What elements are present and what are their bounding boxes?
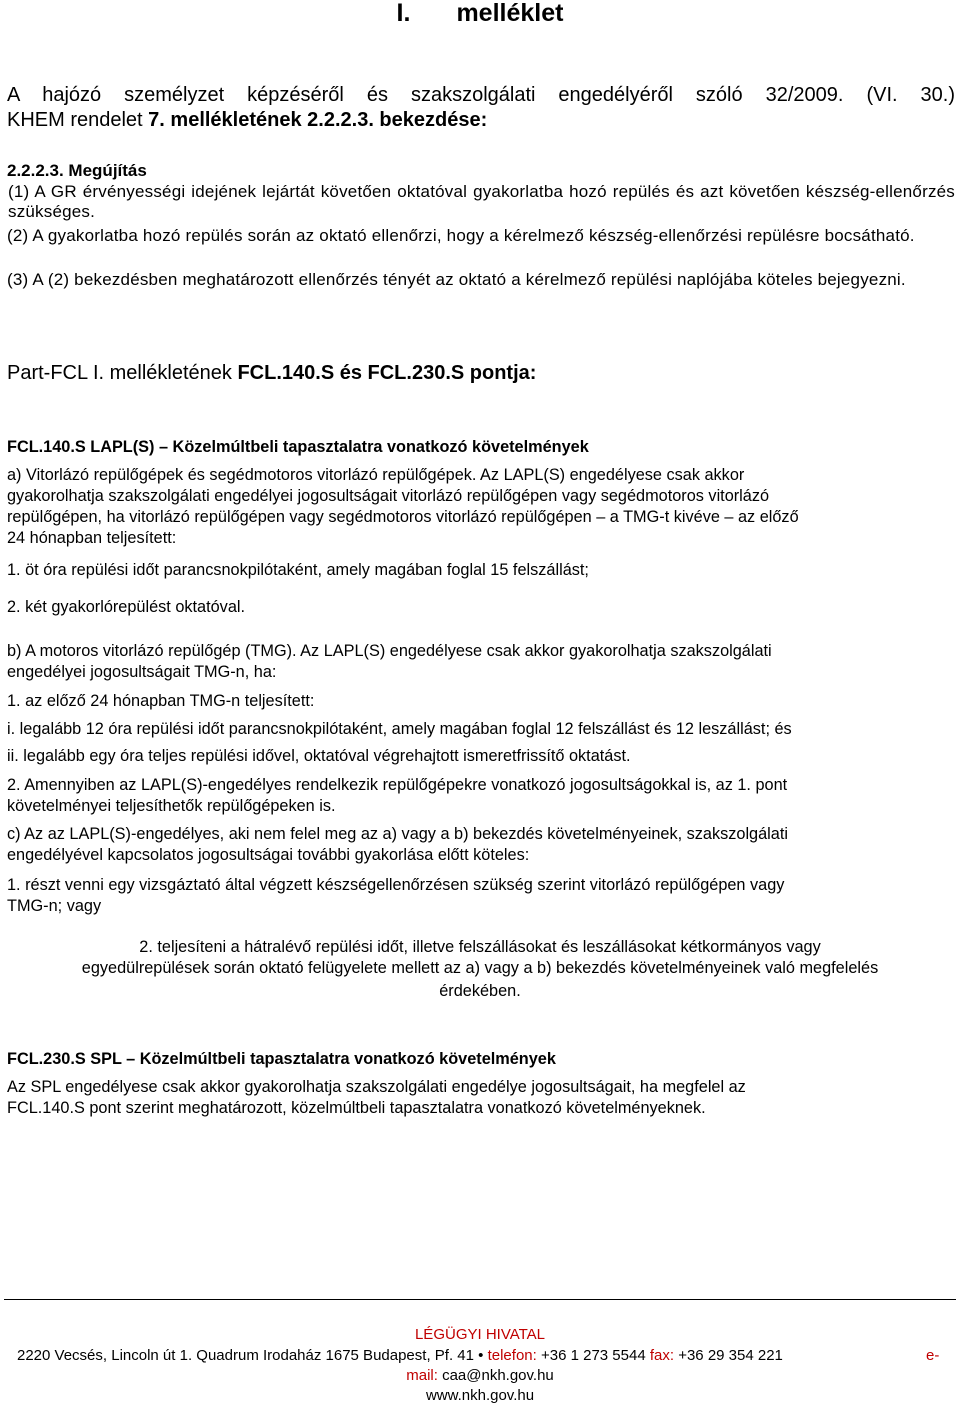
footer-phone-label: telefon: — [487, 1347, 537, 1364]
title-text: melléklet — [456, 0, 564, 27]
fcl140-b-item-1: 1. az előző 24 hónapban TMG-n teljesített: — [7, 692, 315, 710]
fcl140-c-item-2-line-2: egyedülrepülések során oktató felügyelete mellett az a) vagy a b) bekezdés követelményeinek való megfelelés — [81, 959, 879, 977]
fcl140-c-item-1-line-1: 1. részt venni egy vizsgáztató által végzett készségellenőrzésen szükség szerint vitorlázó repülőgépen vagy — [7, 876, 785, 894]
fcl140-c-item-1-line-2: TMG-n; vagy — [7, 897, 102, 915]
fcl140-b-item-2-line-2: követelményei teljesíthetők repülőgépeken is. — [7, 797, 336, 815]
fcl140-b-line-2: engedélyei jogosultságait TMG-n, ha: — [7, 663, 277, 681]
fcl140-b-item-1-ii: ii. legalább egy óra teljes repülési idővel, oktatóval végrehajtott ismeretfrissítő oktatást. — [7, 747, 631, 765]
intro-line-2-pre: KHEM rendelet — [7, 109, 149, 131]
footer-phone: +36 1 273 5544 — [540, 1347, 646, 1364]
part-fcl-heading — [7, 360, 536, 386]
fcl140-a-line-3: repülőgépen, ha vitorlázó repülőgépen vagy segédmotoros vitorlázó repülőgépen – a TMG-t kivéve – az előző — [7, 508, 799, 526]
section-2223-p1 — [7, 182, 955, 222]
footer-email-line — [0, 1366, 960, 1385]
footer-fax-label: fax: — [649, 1347, 675, 1364]
fcl140-heading: FCL.140.S LAPL(S) – Közelmúltbeli tapasztalatra vonatkozó követelmények — [7, 438, 589, 456]
footer-contact-line — [17, 1346, 783, 1365]
section-2223-p3: (3) A (2) bekezdésben meghatározott ellenőrzés tényét az oktató a kérelmező repülési naplójába köteles bejegyezni. — [7, 270, 906, 289]
footer-bullet: • — [478, 1347, 484, 1364]
footer-email-label-1: e- — [926, 1347, 940, 1364]
footer-org-name: LÉGÜGYI HIVATAL — [414, 1326, 546, 1343]
part-fcl-heading-pre: Part-FCL I. mellékletének — [7, 362, 238, 384]
footer-fax: +36 29 354 221 — [678, 1347, 783, 1364]
title-number: I. — [396, 0, 411, 27]
intro-line-2 — [7, 108, 955, 133]
fcl140-b-item-1-i: i. legalább 12 óra repülési időt parancsnokpilótaként, amely magában foglal 12 felszállást és 12 leszállást; és — [7, 720, 792, 738]
section-2223-p2: (2) A gyakorlatba hozó repülés során az oktató ellenőrzi, hogy a kérelmező készség-ellenőrzési repülésre bocsátható. — [7, 226, 915, 245]
part-fcl-heading-bold: FCL.140.S és FCL.230.S pontja: — [237, 362, 537, 384]
footer-email[interactable]: caa@nkh.gov.hu — [442, 1367, 554, 1384]
fcl230-line-2: FCL.140.S pont szerint meghatározott, közelmúltbeli tapasztalatra vonatkozó követelményeknek. — [7, 1099, 706, 1117]
fcl230-line-1: Az SPL engedélyese csak akkor gyakorolhatja szakszolgálati engedélye jogosultságait, ha megfelel az — [7, 1078, 746, 1096]
footer-email-label-2: mail: — [406, 1367, 438, 1384]
intro-line-1: A hajózó személyzet képzéséről és szakszolgálati engedélyéről szóló 32/2009. (VI. 30.) — [7, 84, 955, 106]
footer-address: 2220 Vecsés, Lincoln út 1. Quadrum Irodaház 1675 Budapest, Pf. 41 — [17, 1347, 474, 1364]
section-2223-p1-text: (1) A GR érvényességi idejének lejártát követően oktatóval gyakorlatba hozó repülés és azt követően készség-ellenőrzés szükséges. — [8, 182, 955, 221]
fcl140-a-line-2: gyakorolhatja szakszolgálati engedélyei jogosultságait vitorlázó repülőgépen vagy segédmotoros vitorlázó — [7, 487, 770, 505]
fcl140-a-item-1: 1. öt óra repülési időt parancsnokpilótaként, amely magában foglal 15 felszállást; — [7, 561, 589, 579]
fcl140-c-line-2: engedélyével kapcsolatos jogosultságai további gyakorlása előtt köteles: — [7, 846, 530, 864]
fcl140-a-line-1: a) Vitorlázó repülőgépek és segédmotoros vitorlázó repülőgépek. Az LAPL(S) engedélyese csak akkor — [7, 466, 745, 484]
intro-line-2-bold: 7. mellékletének 2.2.2.3. bekezdése: — [148, 109, 488, 131]
fcl140-c-item-2-line-3: érdekében. — [439, 982, 521, 1000]
fcl230-heading: FCL.230.S SPL – Közelmúltbeli tapasztalatra vonatkozó követelmények — [7, 1050, 556, 1068]
fcl140-b-line-1: b) A motoros vitorlázó repülőgép (TMG). Az LAPL(S) engedélyese csak akkor gyakorolhatja szakszolgálati — [7, 642, 772, 660]
fcl140-a-item-2: 2. két gyakorlórepülést oktatóval. — [7, 598, 246, 616]
footer-divider — [4, 1299, 956, 1300]
page-title — [0, 0, 960, 28]
fcl140-c-line-1: c) Az az LAPL(S)-engedélyes, aki nem felel meg az a) vagy a b) bekezdés követelményeinek, szakszolgálati — [7, 825, 788, 843]
fcl140-a-line-4: 24 hónapban teljesített: — [7, 529, 177, 547]
section-2223-heading: 2.2.2.3. Megújítás — [7, 161, 147, 180]
fcl140-b-item-2-line-1: 2. Amennyiben az LAPL(S)-engedélyes rendelkezik repülőgépekre vonatkozó jogosultságokkal is, az 1. pont — [7, 776, 788, 794]
intro-paragraph — [7, 83, 955, 133]
fcl140-c-item-2-line-1: 2. teljesíteni a hátralévő repülési időt, illetve felszállásokat és leszállásokat kétkormányos vagy — [139, 938, 821, 956]
footer-website[interactable]: www.nkh.gov.hu — [425, 1387, 535, 1404]
